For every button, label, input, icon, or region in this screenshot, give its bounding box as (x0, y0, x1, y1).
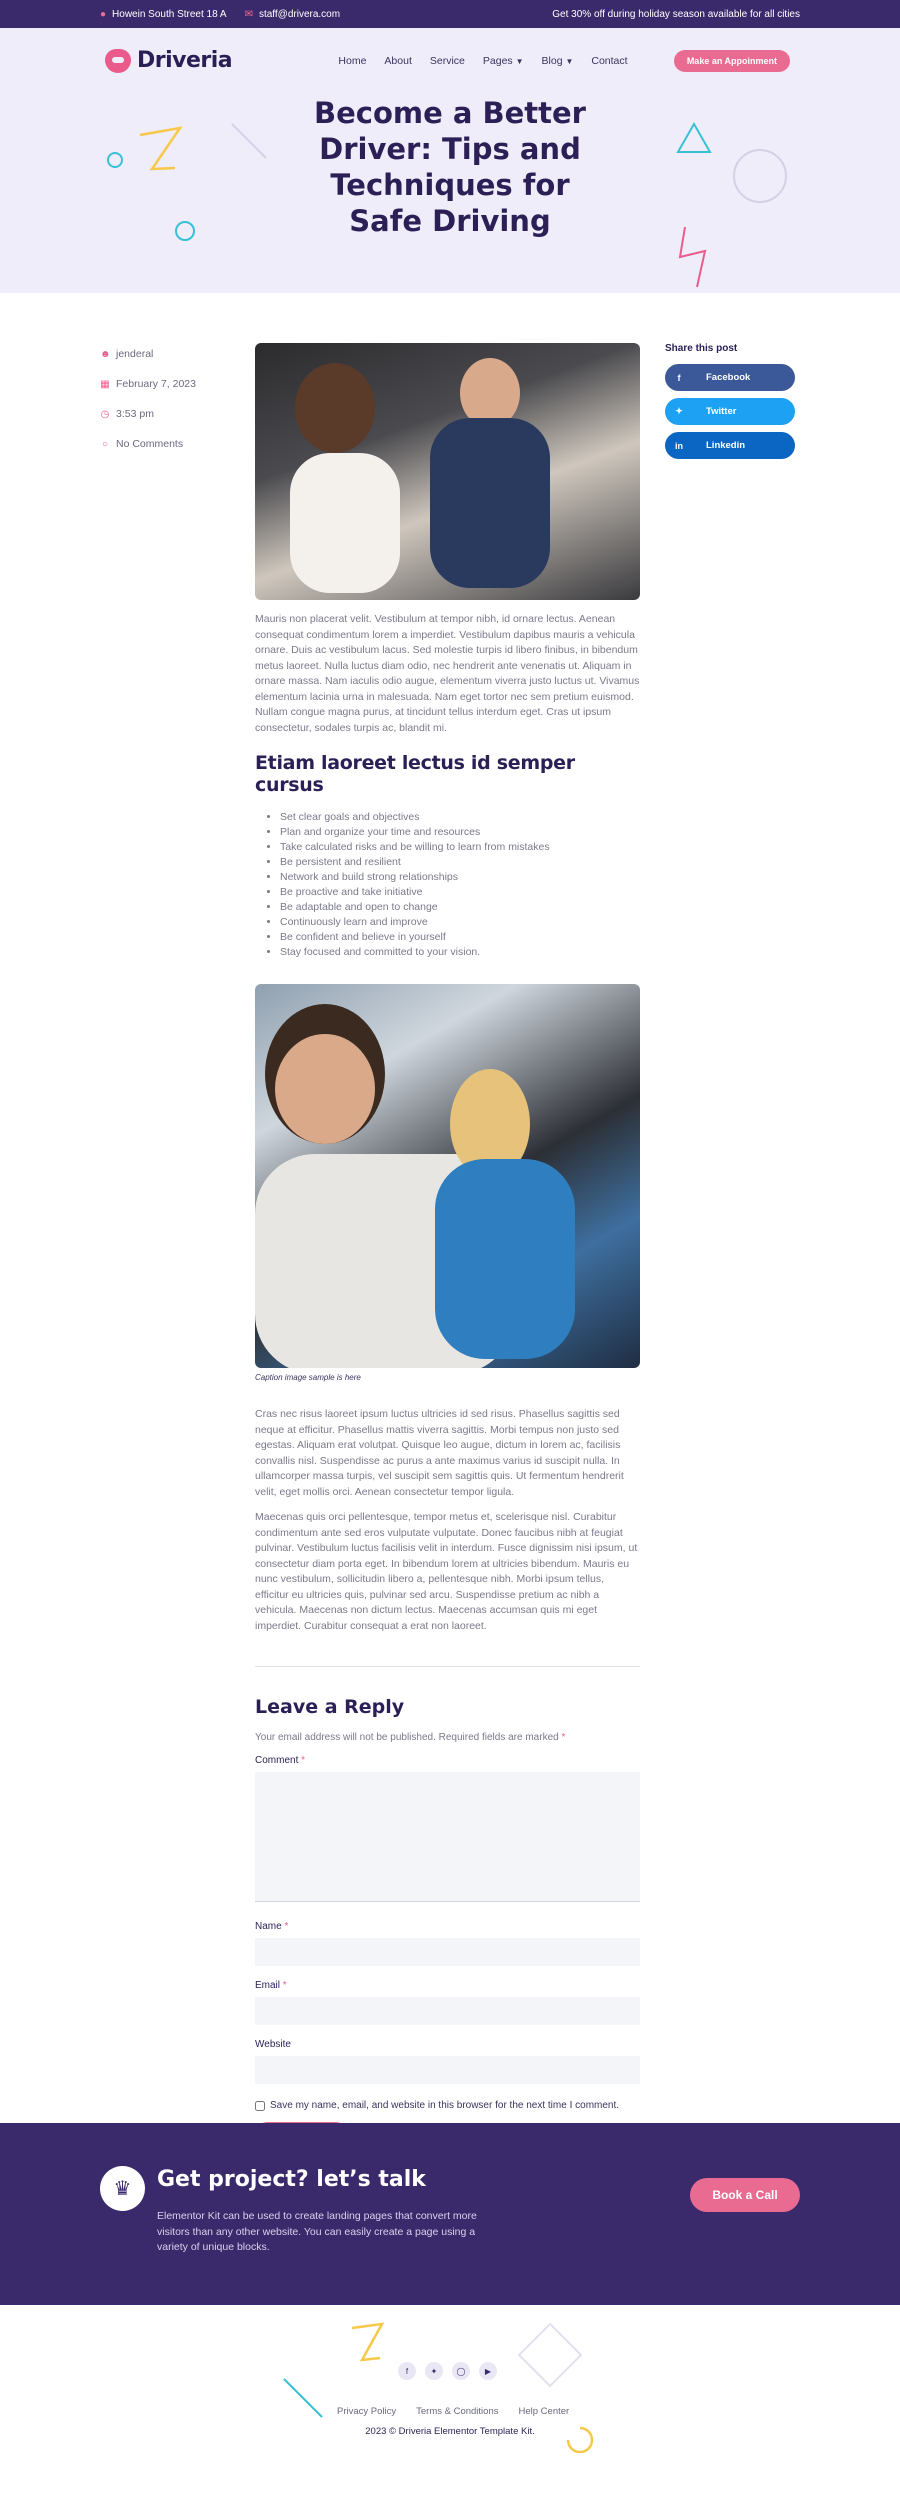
triangle-decor-icon (672, 120, 717, 160)
save-info-row[interactable] (255, 2100, 640, 2111)
post-featured-image (255, 343, 640, 600)
comments-count[interactable]: No Comments (116, 438, 184, 450)
reply-notes (255, 1732, 640, 1743)
share-linkedin-label: Linkedin (706, 440, 746, 451)
post-inline-image (255, 984, 640, 1368)
list-item: • Be persistent and resilient (280, 855, 640, 870)
paragraph-body-2: Maecenas quis orci pellentesque, tempor metus et, scelerisque nisl. Curabitur condimentum ante sed eros vulputate vulputate. Donec faucibus nibh at feugiat pulvinar. Vestibulum luctus facilisis velit in interdum. Fusce dignissim nisi ipsum, ut consectetur diam porta eget. In bibendum lorem at ultricies bibendum. Mauris eu nunc vestibulum, sollicitudin libero a, pellentesque nibh. Morbi ipsum tellus, efficitur eu ultricies quis, pulvinar sed arcu. Suspendisse pretium ac nibh a vehicula. Maecenas non dictum lectus. Maecenas accumsan quis mi eget imperdiet. Curabitur consequat a erat non laoreet. (255, 1511, 638, 1632)
footer-link-help[interactable]: Help Center (518, 2406, 570, 2417)
bolt-decor-icon (675, 223, 715, 293)
zigzag-decor-icon (330, 2320, 390, 2370)
woman-figure (295, 363, 375, 453)
required-mark: * (301, 1755, 306, 1766)
name-field[interactable] (255, 1938, 640, 1966)
share-twitter-label: Twitter (706, 406, 737, 417)
share-facebook-label: Facebook (706, 372, 751, 383)
section-divider (255, 1666, 640, 1667)
save-info-checkbox[interactable] (255, 2101, 265, 2111)
nav-menu (338, 55, 627, 67)
hero-section (0, 28, 900, 293)
share-heading: Share this post (665, 343, 738, 354)
woman-body (290, 453, 400, 593)
footer-link-terms[interactable]: Terms & Conditions (416, 2406, 499, 2417)
comment-label (255, 1755, 640, 1766)
nav-item-home[interactable]: Home (338, 54, 367, 67)
location-pin-icon: ● (100, 8, 107, 20)
section-heading: Etiam laoreet lectus id semper cursus (255, 752, 575, 796)
calendar-icon: ▦ (100, 378, 110, 390)
woman-body (435, 1159, 575, 1359)
address-text: Howein South Street 18 A (112, 8, 227, 20)
appointment-button[interactable]: Make an Appoinment (674, 50, 790, 72)
image-caption: Caption image sample is here (255, 1373, 361, 1382)
comment-label-text: Comment (255, 1755, 299, 1766)
line-decor-icon (228, 120, 273, 165)
author-name[interactable]: jenderal (116, 348, 154, 360)
book-call-button[interactable]: Book a Call (690, 2178, 800, 2212)
required-mark: * (284, 1921, 289, 1932)
meta-comments[interactable] (100, 433, 196, 455)
paragraph-body-1: Cras nec risus laoreet ipsum luctus ultricies id sed risus. Phasellus sagittis sed neque at efficitur. Phasellus mattis viverra sagittis. Morbi tempus non justo sed egestas. Aliquam erat volutpat. Quisque leo augue, dictum in lorem ac, facilisis convallis nisl. Suspendisse ac purus a ante maximus varius id suscipit nulla. In ullamcorper massa turpis, vel suscipit sem sagittis quis. Ut fermentum hendrerit velit, eget mollis orci. Aenean consectetur tempor ligula. (255, 1408, 624, 1498)
user-icon: ☻ (100, 348, 111, 360)
save-info-label: Save my name, email, and website in this browser for the next time I comment. (270, 2100, 620, 2111)
email-label-text: Email (255, 1980, 281, 1991)
list-item: • Network and build strong relationships (280, 870, 640, 885)
post-content-area (0, 293, 900, 2123)
post-date: February 7, 2023 (116, 378, 196, 390)
name-label-text: Name (255, 1921, 282, 1932)
cta-title: Get project? let’s talk (157, 2167, 426, 2192)
nav-item-service[interactable]: Service (429, 54, 465, 67)
man-body (430, 418, 550, 588)
list-item: • Set clear goals and objectives (280, 810, 640, 825)
post-meta (100, 343, 196, 463)
nav-item-about[interactable]: About (384, 54, 412, 67)
share-facebook-button[interactable] (665, 364, 795, 391)
promo-text: Get 30% off during holiday season available for all cities (552, 8, 800, 20)
email-field[interactable] (255, 1997, 640, 2025)
reply-title: Leave a Reply (255, 1696, 405, 1718)
list-item: • Stay focused and committed to your vision. (280, 945, 640, 960)
facebook-icon[interactable]: f (398, 2362, 416, 2380)
site-footer (0, 2305, 900, 2492)
comment-textarea[interactable] (255, 1772, 640, 1902)
nav-item-blog[interactable] (542, 55, 574, 67)
circle-decor-icon (170, 216, 200, 246)
email-item[interactable] (245, 9, 341, 20)
name-label (255, 1921, 640, 1932)
stamp-icon: ♛ (100, 2166, 145, 2211)
copyright-text: 2023 © Driveria Elementor Template Kit. (365, 2426, 535, 2437)
man-face (275, 1034, 375, 1144)
ring-decor-icon (730, 146, 790, 206)
share-panel (665, 343, 795, 466)
youtube-icon[interactable]: ▶ (479, 2362, 497, 2380)
top-bar (0, 0, 900, 28)
tips-list (280, 810, 640, 960)
twitter-icon: ✦ (675, 406, 683, 416)
facebook-icon: f (677, 372, 681, 383)
list-item: • Be adaptable and open to change (280, 900, 640, 915)
address-item (100, 9, 227, 20)
website-label: Website (255, 2039, 291, 2050)
required-mark: * (282, 1980, 287, 1991)
page-title: Become a Better Driver: Tips and Techniques for Safe Driving (313, 96, 586, 238)
reply-notes-text: Your email address will not be published. Required fields are marked (255, 1732, 559, 1743)
required-mark: * (561, 1732, 566, 1743)
nav-item-pages[interactable] (483, 55, 524, 67)
website-field[interactable] (255, 2056, 640, 2084)
cta-banner (0, 2123, 900, 2305)
diamond-decor-icon (515, 2320, 585, 2390)
car-logo-icon (105, 49, 131, 73)
paragraph-intro: Mauris non placerat velit. Vestibulum at tempor nibh, id ornare lectus. Aenean consequat condimentum lorem a imperdiet. Vestibulum dapibus mauris a vehicula ornare. Duis ac vestibulum lacus. Sed molestie turpis id libero finibus, in bibendum metus laoreet. Nulla luctus diam odio, nec hendrerit ante venenatis ut. Aliquam in ornare massa. Nam iaculis odio augue, elementum viverra justo luctus ut. Vivamus elementum lacinia urna in malesuada. Nam eget tortor nec sem pretium euismod. Nullam congue magna purus, at tincidunt tellus interdum eget. Cras ut ipsum consectetur, sodales turpis ac, blandit mi. (255, 613, 640, 734)
twitter-icon[interactable]: ✦ (425, 2362, 443, 2380)
linkedin-icon: in (675, 440, 683, 451)
instagram-icon[interactable]: ◯ (452, 2362, 470, 2380)
main-nav (0, 28, 900, 73)
footer-links (337, 2406, 569, 2417)
meta-author[interactable] (100, 343, 196, 365)
list-item: • Continuously learn and improve (280, 915, 640, 930)
footer-link-privacy[interactable]: Privacy Policy (337, 2406, 397, 2417)
social-links (398, 2362, 497, 2380)
nav-item-contact[interactable]: Contact (591, 54, 628, 67)
email-text[interactable]: staff@drivera.com (258, 8, 341, 20)
list-item: • Plan and organize your time and resources (280, 825, 640, 840)
share-twitter-button[interactable] (665, 398, 795, 425)
post-time: 3:53 pm (116, 408, 154, 420)
article-body (255, 343, 640, 2147)
brand-name: Driveria (137, 48, 233, 73)
line-decor-icon (280, 2375, 330, 2425)
cta-text: Elementor Kit can be used to create landing pages that convert more visitors than any other website. You can easily create a page using a variety of unique blocks. (157, 2210, 477, 2253)
brand-logo[interactable] (105, 48, 232, 73)
comment-icon: ○ (101, 438, 109, 450)
list-item: • Be proactive and take initiative (280, 885, 640, 900)
clock-icon: ◷ (100, 408, 110, 420)
nav-item-blog-label: Blog (541, 54, 563, 67)
share-linkedin-button[interactable] (665, 432, 795, 459)
zigzag-decor-icon (100, 123, 190, 183)
email-label (255, 1980, 640, 1991)
list-item: • Take calculated risks and be willing to learn from mistakes (280, 840, 640, 855)
meta-date (100, 373, 196, 395)
list-item: • Be confident and believe in yourself (280, 930, 640, 945)
meta-time (100, 403, 196, 425)
chevron-down-icon: ▼ (565, 56, 574, 66)
nav-item-pages-label: Pages (482, 54, 513, 67)
chevron-down-icon: ▼ (515, 56, 524, 66)
mail-icon: ✉ (244, 8, 253, 20)
